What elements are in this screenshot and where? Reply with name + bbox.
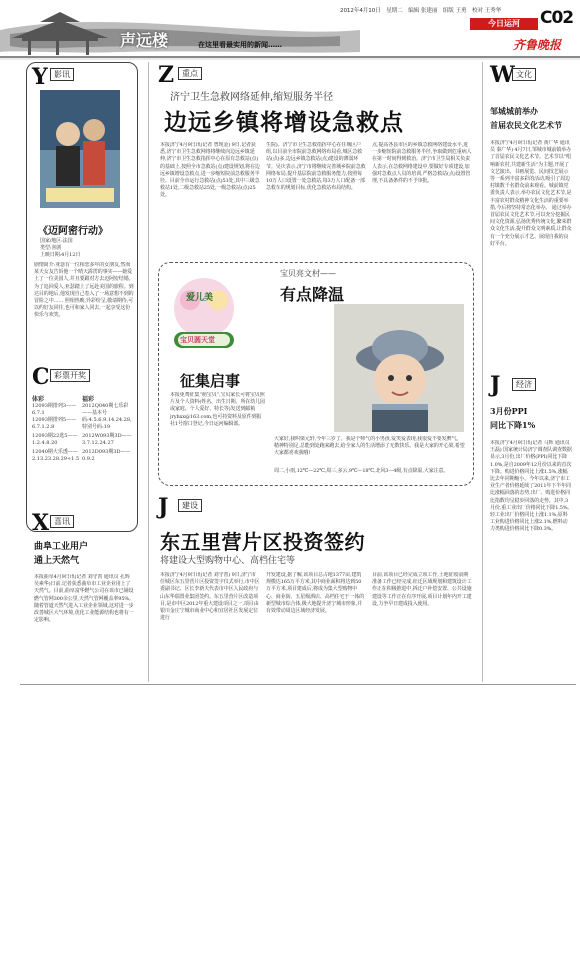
build-body-col1: 本报济宁4月9日讯(记者 刘守善) 9日,济宁市任城区东五里营片区投资签字仪式举行,市中区委副书记、区长李新夫代表市中区人民政府与山东华瑞置业集团签约。东五里营片区改造项目,是市中区2012年重大建设项目之一,项目由银川金庄宁城市商业中心和宜居社区发展定位进行 bbox=[160, 572, 260, 622]
econ-headline-line2: 同比下降1% bbox=[490, 420, 536, 430]
lottery-result: 2012W093期3D——3.7.12.24.27 bbox=[82, 433, 132, 446]
film-info-line: 上映日期:4月12日 bbox=[40, 252, 81, 259]
joy-headline bbox=[34, 540, 88, 568]
lottery-welfare-label: 福彩 bbox=[82, 396, 95, 403]
lead-body-col1: 本报济宁4月9日讯(记者 曾现金) 9日,记者获悉,济宁市卫生急救网络将继续向边远乡镇延伸,济宁市卫生急救指挥中心在原有急救站(点)的基础上,按照全市急救站(点)建设规划,将在边远乡镇增设急救点,进一步缩短院前急救服务半径。目前全市运行急救站(点)51处,其中三级急救站1处,二级急救站25处,一级急救站(点)25处。 bbox=[160, 142, 260, 199]
column-name: 声远楼 bbox=[120, 31, 169, 50]
lottery-result: 12040期大乐透——2.13.23.28.29+1.5 bbox=[32, 449, 80, 462]
lottery-sports-label: 体彩 bbox=[32, 396, 45, 403]
culture-headline-line1: 邹城城前举办 bbox=[490, 106, 538, 116]
film-synopsis: 剧情简介:亚瑟有一位相恋多年的女朋友,然而某天女友告诉他一个晴天霹雳的事实——她爱上了一位美国人,并且要跟对方去迈阿密结婚。为了追回爱人,亚瑟踏上了远赴美国的旅程。到达目的地后,他发现自己卷入了一场意想不到的冒险之中…… bbox=[34, 262, 134, 305]
culture-letter: W bbox=[490, 62, 515, 88]
build-tag: 建设 bbox=[178, 499, 202, 512]
film-info-line: 国家/地区:法国 bbox=[40, 238, 73, 244]
photo-title: 有点降温 bbox=[280, 285, 345, 304]
lottery-letter: C bbox=[32, 364, 50, 390]
lottery-result: 2012D093期3D——0.9.2 bbox=[82, 449, 131, 462]
culture-body bbox=[490, 140, 572, 366]
culture-body-text: 本报济宁4月9日讯(记者 黄广华 通讯员 秦广华) 4月7日,邹城市城前镇举办了首届农民文化艺术节。艺术节以“唱响新农村,共建新生活”为主题,开展了文艺演出、书画展览、民间技艺展示等一系列丰富多彩的活动,吸引了周边村镇数千名群众前来观看。城前镇党委负责人表示,举办农民文化艺术节,是丰富农村群众精神文化生活的重要举措,今后将坚持常态化举办。 bbox=[490, 140, 572, 211]
econ-letter: J bbox=[490, 372, 501, 398]
wanted-body: 本报免费征集“萌宝贝”,宝贝家长可将宝贝照片及个人资料(姓名、出生日期、所在幼儿园或家庭、个人爱好、特长等)发送到邮箱jryhxx@163.com,也可持资料及原件到报社1号窗口登记,今日运河编辑部。 bbox=[170, 392, 265, 427]
econ-body: 本报济宁4月9日讯(记者 马辉 通讯员 王磊) 国家统计局济宁调查队调查数据显示,3月份,出厂价格(PPI)同比下降1.0%,是自2009年12月份以来的首次下降。购进价格同比上涨1.5%,涨幅比去年同期缩小。今年以来,济宁市工业生产者价格延续了2011年下半年同比涨幅回落的态势,出厂、购进价格同比指数均呈稳步回落的走势。其中,3月份,重工业出厂价格同比下降1.5%,轻工业出厂价格同比上涨1.1%;原料工业购进价格同比上涨2.1%,燃料动力类购进价格同比下降0.3%。 bbox=[490, 440, 572, 533]
build-letter: J bbox=[158, 494, 169, 520]
lead-body-col2: 生院)。济宁市卫生急救指挥中心在任城区户组,以目前全市院前急救网络布局看,城区急救站(点)多,边远乡镇急救站(点)建设的薄弱环节。吴庆表示,济宁市将继续完善城乡院前急救网络布局,提升基层院前急救服务能力,按照每10万人口设置一处急救站,每3万人口配备一部急救车的规划目标,优化急救站布局结构。 bbox=[266, 142, 366, 192]
joy-headline-line2: 通上天然气 bbox=[34, 556, 80, 566]
joy-headline-line1: 曲阜工业用户 bbox=[34, 542, 89, 552]
film-info-line: 类型:喜剧 bbox=[40, 245, 62, 252]
lottery-tag: 彩票开奖 bbox=[50, 369, 90, 382]
econ-tag: 经济 bbox=[512, 378, 536, 391]
econ-headline-line1: 3月份PPI bbox=[490, 406, 528, 416]
page-number: C02 bbox=[540, 8, 574, 28]
paper-name: 齐鲁晚报 bbox=[513, 38, 562, 52]
film-body bbox=[34, 262, 134, 348]
promo-logo bbox=[164, 266, 244, 366]
column-slogan: 在这里看最实用的新闻…… bbox=[198, 41, 282, 49]
culture-body-text2: 通过举办首届农民文化艺术节,可以充分挖掘民间文化资源,弘扬优秀传统文化,繁荣群众文化生活,提升群众文明素质,让群众有一个充分展示才艺、展现自我的良好平台。 bbox=[490, 204, 572, 247]
lead-headline: 边远乡镇将增设急救点 bbox=[164, 110, 404, 136]
culture-headline bbox=[490, 104, 562, 132]
divider bbox=[482, 62, 483, 682]
promo-section: 宝贝亮文村—— bbox=[280, 269, 336, 278]
date-line: 2012年4月10日 星期二 编辑 张建丽 组版 王勇 校对 王秀华 bbox=[340, 8, 502, 14]
lottery-result: 12093期排列3——6.7.1 12093期排列5——6.7.1.2.8 bbox=[32, 403, 77, 430]
lead-subtitle: 济宁卫生急救网络延伸,缩短服务半径 bbox=[170, 92, 334, 103]
culture-tag: 文化 bbox=[512, 68, 536, 81]
culture-headline-line2: 首届农民文化艺术节 bbox=[490, 120, 562, 130]
baby-caption: 大家好,我叫梁元轩,今年三岁了。我是个帅气的小男孩,爱笑爱表现,我很爱不要发脾气。精神特别足,总能到处跑来跑去,给全家人的生活增添了无数快乐。我是大家的开心果,希望大家都喜欢我哦! bbox=[274, 436, 465, 457]
wanted-title: 征集启事 bbox=[180, 372, 241, 390]
build-headline: 东五里营片区投资签约 bbox=[160, 530, 365, 554]
masthead bbox=[0, 0, 580, 60]
lead-tag: 重点 bbox=[178, 67, 202, 80]
weather-line: 周二,小雨,12℃—22℃,周三,多云,9℃—18℃,北风3—4级,有点降温,大家注意。 bbox=[274, 468, 449, 474]
film-letter: Y bbox=[32, 64, 48, 90]
film-extra: 照相热映,异彩纷呈,敬请期待,可以约好友同往,也可和家人同去,一起享受这份快乐与欢笑。 bbox=[34, 298, 134, 319]
section-title: 今日运河 bbox=[488, 19, 520, 28]
lottery-col-welfare bbox=[82, 396, 134, 463]
joy-letter: X bbox=[32, 510, 50, 536]
promo-brand: 爱儿美 bbox=[186, 293, 214, 303]
build-subtitle: 将建设大型购物中心、高档住宅等 bbox=[160, 556, 296, 566]
baby-photo bbox=[334, 304, 464, 432]
joy-body: 本报曲阜4月9日讯(记者 刘守善 通讯员 孔辉 吴素华)日前,记者获悉曲阜市工业企业用上了天然气。目前,曲阜富华燃气公司在该市已铺设燃气管网300余公里,天然气管网覆盖率95%。随着管道天然气进入工业企业领域,这对进一步改善城区大气环境,优化工业能源结构也将有一定影响。 bbox=[34, 574, 134, 624]
promo-brand-sub: 宝贝圆天堂 bbox=[180, 336, 215, 344]
film-title: 《迈阿密行动》 bbox=[38, 226, 108, 237]
film-tag: 影讯 bbox=[50, 68, 74, 81]
lead-letter: Z bbox=[158, 62, 175, 88]
econ-headline bbox=[490, 404, 535, 432]
lottery-col-sports bbox=[32, 396, 80, 463]
build-body-col2: 开发建设,据了解,该项目总占地1377亩,建筑规模达165万平方米,其中商业面积将达到50万平方米,项目建成后,将成为集大型购物中心、商业街、五星级酒店、高档住宅于一体的新型城市综合体,极大地提升济宁城市形象,并有效带动周边区域经济发展。 bbox=[266, 572, 365, 615]
film-poster-image bbox=[40, 90, 120, 208]
build-body-col3: 目前,该项目已经完成立项工作,土地征收前期准备工作已经完成,征迁区域规划和建筑设计工作正在积极推进中,拆迁户补偿安置、公共设施建设等工作正在有序开展,项目计划年内开工建设,力争早日建成投入使用。 bbox=[372, 572, 472, 607]
divider bbox=[148, 62, 149, 682]
lottery-result: 12093期22选5——1.2.4.8.20 bbox=[32, 433, 78, 446]
bottom-rule bbox=[20, 684, 576, 685]
film-info bbox=[40, 238, 134, 260]
lottery-result: 2012Q040期七乐彩——基本号码:4.5.6.9.14.24.28,特别号码:19 bbox=[82, 403, 132, 430]
lead-body-col3: 点,提高各县市区的乡镇急救网络建设水平,进一步缩短院前急救服务半径,争取做到危重病人在第一时间得到救治。济宁市卫生局相关负责人表示,在急救网络建设中,要做好专项建设,加强对急救点人员的培训,严格急救站(点)设置管理,不具备条件的不予审批。 bbox=[372, 142, 472, 185]
joy-tag: 喜讯 bbox=[50, 515, 74, 528]
